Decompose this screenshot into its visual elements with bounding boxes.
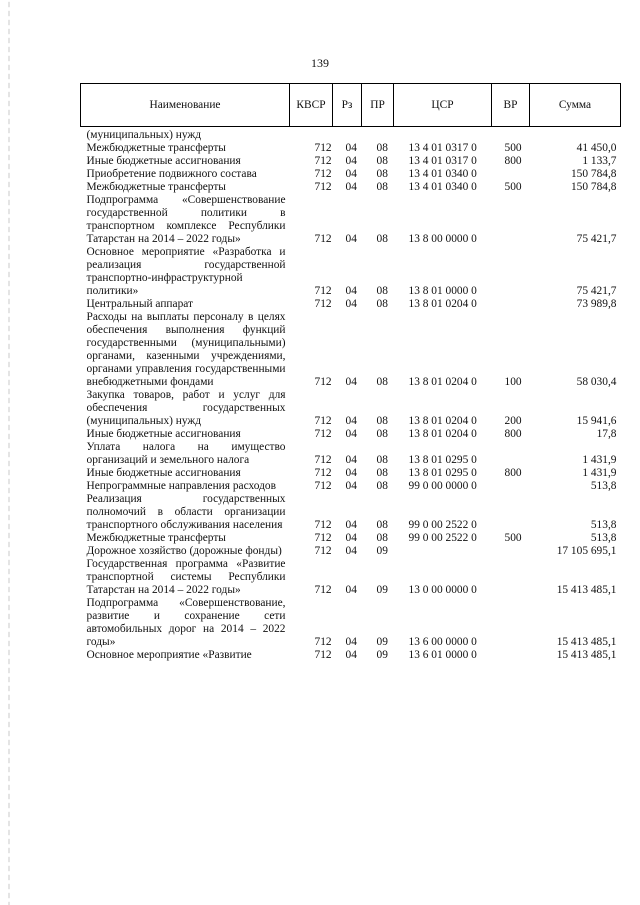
table-row — [81, 246, 621, 298]
header-rz: Рз — [333, 84, 362, 127]
cell-vr — [492, 558, 530, 597]
cell-csr: 13 8 01 0204 0 — [408, 415, 477, 427]
table-row — [81, 142, 621, 155]
table-row — [81, 428, 621, 441]
cell-csr: 13 4 01 0317 0 — [408, 142, 477, 154]
cell-kvsr: 712 — [314, 285, 332, 297]
cell-kvsr: 712 — [314, 181, 332, 193]
cell-pr — [362, 127, 394, 143]
cell-csr: 99 0 00 2522 0 — [408, 532, 477, 544]
cell-vr: 500 — [504, 142, 522, 154]
cell-sum: 15 941,6 — [576, 415, 617, 427]
cell-name: Закупка товаров, работ и услуг для обеспечения государственных (муниципальных) нужд — [86, 389, 286, 427]
cell-sum: 58 030,4 — [576, 376, 617, 388]
cell-sum: 15 413 485,1 — [556, 584, 617, 596]
page-number: 139 — [311, 56, 329, 70]
cell-rz: 04 — [345, 480, 357, 492]
cell-rz: 04 — [345, 168, 357, 180]
cell-csr: 13 4 01 0317 0 — [408, 155, 477, 167]
cell-vr — [492, 127, 530, 143]
table-row — [81, 168, 621, 181]
cell-pr: 08 — [376, 181, 388, 193]
cell-sum: 150 784,8 — [570, 181, 617, 193]
cell-sum: 513,8 — [590, 480, 617, 492]
table-header-row — [81, 84, 621, 127]
cell-csr: 13 6 00 0000 0 — [408, 636, 477, 648]
cell-rz: 04 — [345, 415, 357, 427]
cell-csr: 13 8 01 0204 0 — [408, 298, 477, 310]
cell-sum: 1 431,9 — [582, 454, 617, 466]
cell-name: Межбюджетные трансферты — [86, 181, 226, 193]
cell-rz: 04 — [345, 584, 357, 596]
cell-pr: 08 — [376, 376, 388, 388]
cell-vr: 500 — [504, 181, 522, 193]
cell-csr: 13 0 00 0000 0 — [408, 584, 477, 596]
cell-vr: 500 — [504, 532, 522, 544]
cell-sum: 1 431,9 — [582, 467, 617, 479]
cell-vr: 200 — [504, 415, 522, 427]
header-kvsr: КВСР — [290, 84, 333, 127]
header-pr: ПР — [362, 84, 394, 127]
cell-sum: 17 105 695,1 — [556, 545, 617, 557]
cell-csr: 13 8 01 0204 0 — [408, 376, 477, 388]
header-csr: ЦСР — [394, 84, 492, 127]
cell-vr: 800 — [504, 467, 522, 479]
cell-rz: 04 — [345, 649, 357, 661]
cell-pr: 08 — [376, 233, 388, 245]
cell-rz: 04 — [345, 155, 357, 167]
table-row — [81, 493, 621, 532]
table-row — [81, 127, 621, 143]
cell-name: Иные бюджетные ассигнования — [86, 428, 241, 440]
cell-vr — [492, 545, 530, 558]
table-row — [81, 155, 621, 168]
cell-kvsr: 712 — [314, 298, 332, 310]
cell-pr: 08 — [376, 454, 388, 466]
cell-rz: 04 — [345, 532, 357, 544]
cell-name: Государственная программа «Развитие транспортной системы Республики Татарстан на 2014 – 2022 годы» — [86, 558, 286, 596]
cell-kvsr: 712 — [314, 233, 332, 245]
cell-name: Межбюджетные трансферты — [86, 142, 226, 154]
cell-pr: 08 — [376, 285, 388, 297]
cell-csr: 13 8 01 0000 0 — [408, 285, 477, 297]
table-row — [81, 649, 621, 662]
table-row — [81, 181, 621, 194]
cell-kvsr: 712 — [314, 467, 332, 479]
cell-pr: 09 — [376, 545, 388, 557]
cell-rz: 04 — [345, 181, 357, 193]
cell-name: Приобретение подвижного состава — [86, 168, 257, 180]
cell-sum: 15 413 485,1 — [556, 649, 617, 661]
cell-name: Расходы на выплаты персоналу в целях обеспечения выполнения функций государственными (муниципальными) органами, казенными учреждениями, органами управления государственными внебюджетными фондами — [86, 311, 286, 388]
table-row — [81, 311, 621, 389]
cell-csr: 13 4 01 0340 0 — [408, 168, 477, 180]
cell-pr: 08 — [376, 480, 388, 492]
cell-sum: 73 989,8 — [576, 298, 617, 310]
cell-kvsr: 712 — [314, 480, 332, 492]
header-vr: ВР — [492, 84, 530, 127]
cell-vr — [492, 597, 530, 649]
cell-csr: 13 8 00 0000 0 — [408, 233, 477, 245]
cell-sum: 41 450,0 — [576, 142, 617, 154]
cell-pr: 08 — [376, 142, 388, 154]
cell-pr: 08 — [376, 298, 388, 310]
cell-name: Дорожное хозяйство (дорожные фонды) — [86, 545, 282, 557]
cell-kvsr: 712 — [314, 155, 332, 167]
cell-rz: 04 — [345, 376, 357, 388]
cell-name: Подпрограмма «Совершенствование государственной политики в транспортном комплексе Республики Татарстан на 2014 – 2022 годы» — [86, 194, 286, 245]
cell-pr: 09 — [376, 636, 388, 648]
cell-csr: 13 4 01 0340 0 — [408, 181, 477, 193]
table-row — [81, 389, 621, 428]
cell-name: Непрограммные направления расходов — [86, 480, 277, 492]
cell-name: Иные бюджетные ассигнования — [86, 467, 241, 479]
cell-kvsr: 712 — [314, 428, 332, 440]
cell-csr: 99 0 00 2522 0 — [408, 519, 477, 531]
table-row — [81, 545, 621, 558]
cell-name: Центральный аппарат — [86, 298, 194, 310]
cell-vr: 100 — [504, 376, 522, 388]
table-row — [81, 194, 621, 246]
cell-name: Подпрограмма «Совершенствование, развитие и сохранение сети автомобильных дорог на 2014 – 2022 годы» — [86, 597, 286, 648]
cell-sum: 17,8 — [596, 428, 617, 440]
table-row — [81, 441, 621, 467]
cell-rz: 04 — [345, 142, 357, 154]
cell-pr: 08 — [376, 155, 388, 167]
cell-sum: 75 421,7 — [576, 285, 617, 297]
cell-rz: 04 — [345, 454, 357, 466]
cell-rz: 04 — [345, 467, 357, 479]
cell-vr — [492, 493, 530, 532]
cell-sum: 1 133,7 — [582, 155, 617, 167]
cell-sum: 513,8 — [590, 532, 617, 544]
header-sum: Сумма — [530, 84, 621, 127]
cell-sum — [530, 127, 621, 143]
cell-kvsr — [290, 127, 333, 143]
cell-vr — [492, 298, 530, 311]
cell-kvsr: 712 — [314, 168, 332, 180]
cell-kvsr: 712 — [314, 142, 332, 154]
cell-vr — [492, 480, 530, 493]
cell-pr: 08 — [376, 415, 388, 427]
cell-sum: 15 413 485,1 — [556, 636, 617, 648]
table-row — [81, 467, 621, 480]
cell-rz: 04 — [345, 298, 357, 310]
cell-vr: 800 — [504, 428, 522, 440]
cell-kvsr: 712 — [314, 532, 332, 544]
cell-kvsr: 712 — [314, 584, 332, 596]
cell-csr: 13 6 01 0000 0 — [408, 649, 477, 661]
cell-rz — [333, 127, 362, 143]
cell-name: Уплата налога на имущество организаций и земельного налога — [86, 441, 286, 466]
cell-csr: 13 8 01 0295 0 — [408, 454, 477, 466]
scan-margin-dots — [8, 0, 10, 905]
cell-pr: 08 — [376, 168, 388, 180]
table-row — [81, 480, 621, 493]
cell-sum: 75 421,7 — [576, 233, 617, 245]
cell-csr — [394, 127, 492, 143]
table-row — [81, 558, 621, 597]
cell-kvsr: 712 — [314, 376, 332, 388]
cell-pr: 09 — [376, 649, 388, 661]
cell-sum: 513,8 — [590, 519, 617, 531]
cell-name: Основное мероприятие «Разработка и реализация государственной транспортно-инфраструктурной политики» — [86, 246, 286, 297]
cell-rz: 04 — [345, 519, 357, 531]
cell-pr: 08 — [376, 467, 388, 479]
cell-pr: 09 — [376, 584, 388, 596]
cell-rz: 04 — [345, 233, 357, 245]
cell-csr: 13 8 01 0204 0 — [408, 428, 477, 440]
cell-csr — [394, 545, 492, 558]
cell-name: Межбюджетные трансферты — [86, 532, 226, 544]
cell-name: Основное мероприятие «Развитие — [86, 649, 252, 661]
cell-vr — [492, 194, 530, 246]
cell-kvsr: 712 — [314, 415, 332, 427]
cell-vr — [492, 441, 530, 467]
cell-csr: 13 8 01 0295 0 — [408, 467, 477, 479]
cell-rz: 04 — [345, 636, 357, 648]
budget-table — [80, 83, 621, 662]
table-row — [81, 597, 621, 649]
cell-kvsr: 712 — [314, 545, 332, 557]
cell-rz: 04 — [345, 285, 357, 297]
cell-pr: 08 — [376, 428, 388, 440]
cell-rz: 04 — [345, 545, 357, 557]
table-row — [81, 298, 621, 311]
cell-name: (муниципальных) нужд — [86, 129, 202, 141]
cell-pr: 08 — [376, 532, 388, 544]
cell-vr: 800 — [504, 155, 522, 167]
cell-kvsr: 712 — [314, 636, 332, 648]
header-name: Наименование — [81, 84, 290, 127]
cell-rz: 04 — [345, 428, 357, 440]
cell-kvsr: 712 — [314, 519, 332, 531]
cell-kvsr: 712 — [314, 454, 332, 466]
cell-name: Реализация государственных полномочий в области организации транспортного обслуживания населения — [86, 493, 286, 531]
cell-sum: 150 784,8 — [570, 168, 617, 180]
cell-name: Иные бюджетные ассигнования — [86, 155, 241, 167]
cell-pr: 08 — [376, 519, 388, 531]
table-body — [81, 127, 621, 663]
cell-vr — [492, 168, 530, 181]
cell-vr — [492, 246, 530, 298]
cell-kvsr: 712 — [314, 649, 332, 661]
table-row — [81, 532, 621, 545]
cell-vr — [492, 649, 530, 662]
cell-csr: 99 0 00 0000 0 — [408, 480, 477, 492]
